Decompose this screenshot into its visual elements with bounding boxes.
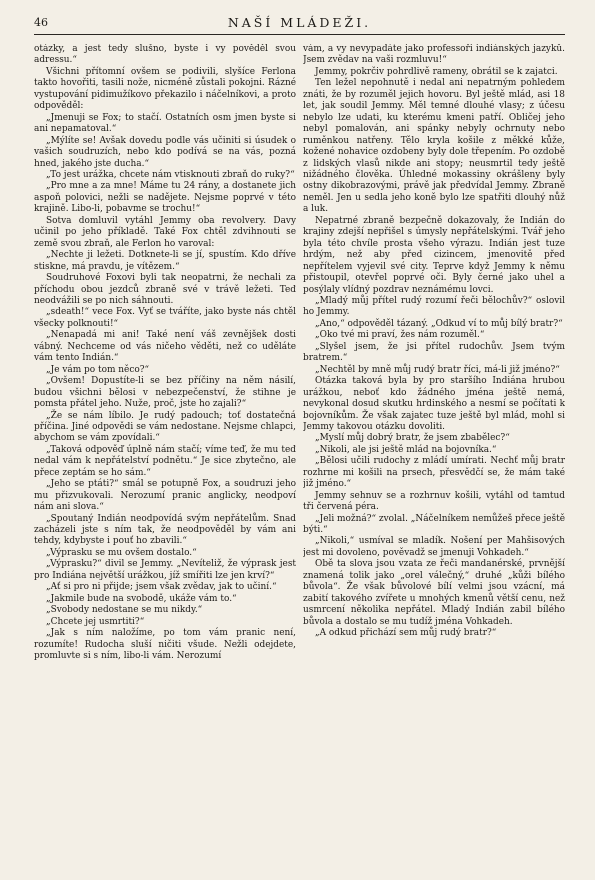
paragraph: „Nenapadá mi ani! Také není váš zevnějšek dosti vábný. Nechceme od vás ničeho věděti, než co uděláte vám tento Indián.“: [34, 330, 296, 364]
paragraph: „Je vám po tom něco?“: [46, 364, 150, 375]
paragraph: „Pro mne a za mne! Máme tu 24 rány, a dostanete jich aspoň polovici, nežli se nadějete. Nejsme poprvé v této krajině. Libo-li, pobavme se trochu!“: [34, 181, 296, 215]
paragraph: „Mýlíte se! Avšak dovedu podle vás učiniti si úsudek o vašich soudruzích, nebo kdo podívá se na vás, pozná hned, jakého jste ducha.“: [34, 135, 296, 169]
paragraph: „Nechtěl by mně můj rudý bratr říci, má-li již jméno?“: [315, 364, 560, 375]
paragraph: „A odkud přichází sem můj rudý bratr?“: [315, 628, 497, 639]
paragraph: „Svobody nedostane se mu nikdy.“: [46, 605, 203, 616]
paragraph: „Nikoli,“ usmíval se mladík. Nošení per Mahšisových jest mi dovoleno, pověvadž se jmenuji Vohkadeh.“: [303, 536, 565, 558]
paragraph: vám, a vy nevypadáte jako professoři indiánských jazyků. Jsem zvědav na vaši rozmluvu!“: [303, 44, 565, 66]
paragraph: „Oko tvé mi praví, žes nám rozuměl.“: [315, 330, 485, 341]
paragraph: „Bělosi učili rudochy z mládí umírati. Nechť můj bratr rozhrne mi košili na prsech, přesvědčí se, že mám také již jméno.“: [303, 456, 565, 490]
paragraph: „Ano,“ odpověděl tázaný. „Odkud ví to můj bílý bratr?“: [315, 318, 563, 329]
paragraph: otázky, a jest tedy slušno, byste i vy pověděl svou adressu.“: [34, 44, 296, 66]
paragraph: „Myslí můj dobrý bratr, že jsem zbabělec?“: [315, 433, 510, 444]
paragraph: Všichni přítomní ovšem se podivili, slyšíce Ferlona takto hovořiti, tasili nože, nicméně zůstali pokojni. Rázné vystupování pidimužíkovo překazilo i náčelníkovi, a proto odpověděl:: [34, 66, 296, 112]
paragraph: Obě ta slova jsou vzata ze řeči mandanérské, prvnější znamená tolik jako „orel válečný,“ druhé „kůži bílého bůvola“. Že však bůvolové bílí velmi jsou vzácní, má zabití takového zvířete u mnohých kmenů větší cenu, než usmrcení několika nepřátel. Mladý Indián zabil bílého bůvola a dostalo se mu tudíž jména Vohkadeh.: [303, 559, 565, 627]
paragraph: „Spoutaný Indián neodpovídá svým nepřátelům. Snad zacházeli jste s ním tak, že neodpověděl by vám ani tehdy, kdybyste i pouť ho zbavili.“: [34, 513, 296, 547]
paragraph: „Výprasku?“ divil se Jemmy. „Nevíteliž, že výprask jest pro Indiána největší urážkou, jíž smířiti lze jen krví?“: [34, 559, 296, 581]
paragraph: „Chcete jej usmrtiti?“: [46, 616, 145, 627]
paragraph: „Mladý můj přítel rudý rozumí řeči bělochův?“ oslovil ho Jemmy.: [303, 295, 565, 318]
paragraph: „Výprasku se mu ovšem dostalo.“: [46, 547, 197, 558]
paragraph: „Slyšel jsem, že jsi přítel rudochův. Jsem tvým bratrem.“: [303, 341, 565, 364]
paragraph: „Že se nám líbilo. Je rudý padouch; toť dostatečná příčina. Jiné odpovědi se vám nedostane. Nejsme chlapci, abychom se vám zpovídali.“: [34, 410, 296, 444]
paragraph: „To jest urážka, chcete nám vtisknouti zbraň do ruky?“: [46, 169, 295, 180]
paragraph: „Ovšem! Dopustíte-li se bez příčiny na něm násilí, budou všichni bělosi v nebezpečenství, že stihne je pomsta přátel jeho. Nuže, proč, jste ho zajali?“: [34, 376, 296, 410]
right-column: [303, 44, 565, 872]
paragraph: „sdeath!“ vece Fox. Vyť se tváříte, jako byste nás chtěl všecky polknouti!“: [34, 307, 296, 329]
page-number: 46: [34, 16, 48, 29]
page-header: [34, 14, 565, 35]
left-column: [34, 44, 296, 872]
paragraph: Sotva domluvil vytáhl Jemmy oba revolvery. Davy učinil po jeho příkladě. Také Fox chtěl zdvihnouti se země svou zbraň, ale Ferlon ho varoval:: [34, 215, 296, 249]
paragraph: Nepatrné zbraně bezpečně dokazovaly, že Indián do krajiny zdejší nepřišel s úmysly nepřátelskými. Tvář jeho byla této chvíle prosta všeho výrazu. Indián jest tuze hrdým, než aby před cizincem, jmenovitě před nepřítelem vyjevil své city. Teprve když Jemmy k němu přistoupil, otevřel poprvé oči. Byly černé jako uhel a posýlaly vlídný pozdrav neznámému lovci.: [303, 215, 565, 295]
paragraph: Jemmy sehnuv se a rozhrnuv košili, vytáhl od tamtud tři červená péra.: [303, 490, 565, 513]
paragraph: „Nechte ji ležeti. Dotknete-li se jí, spustím. Kdo dříve stiskne, má pravdu, je vítězem.“: [34, 250, 296, 272]
paragraph: „Jmenuji se Fox; to stačí. Ostatních osm jmen byste si ani nepamatoval.“: [34, 112, 296, 135]
paragraph: „Jeho se ptáti?“ smál se potupně Fox, a soudruzi jeho mu přizvukovali. Nerozumí pranic anglicky, neodpoví nám ani slova.“: [34, 479, 296, 513]
paragraph: Jemmy, pokrčiv pohrdlivě rameny, obrátil se k zajatci.: [315, 66, 558, 77]
paragraph: „Jakmile bude na svobodě, ukáže vám to.“: [46, 593, 237, 604]
paragraph: „Taková odpověď úplně nám stačí; víme teď, že mu teď nedal vám k nepřátelství podnětu.“ Je sice zbytečno, ale přece zeptám se ho sám.“: [34, 444, 296, 478]
paragraph: „Jeli možná?“ zvolal. „Náčelníkem nemůžeš přece ještě býti.“: [303, 513, 565, 536]
paragraph: „Ať si pro ni přijde; jsem však zvědav, jak to učiní.“: [46, 582, 277, 593]
paragraph: Soudruhové Foxovi byli tak neopatrni, že nechali za příchodu obou jezdců zbraně své v trávě ležeti. Teď neodvážili se po nich sáhnouti.: [34, 273, 296, 306]
paragraph: „Jak s ním naložíme, po tom vám pranic není, rozumíte! Rudocha sluší ničiti všude. Nežli odejdete, promluvte si s ním, libo-li vám. Nerozumí: [34, 628, 296, 662]
paragraph: Ten ležel nepohnutě i nedal ani nepatrným pohledem znáti, že by rozuměl jejich hovoru. Byl ještě mlád, asi 18 let, jak soudil Jemmy. Měl temné dlouhé vlasy; z účesu nebylo lze udati, ku kterému kmeni patří. Obličej jeho nebyl pomalován, ani spánky nebyly ochrnuty nebo ruměnkou natřeny. Tělo kryla košile z měkké kůže, kožené nohavice ozdobeny byly dole třepením. Po ozdobě z lidských vlasů nikde ani stopy; neusmrtil tedy ještě nižádného člověka. Úhledné mokassiny okrášleny byly ostny dikobrazovými, právě jak předvídal Jemmy. Zbraně neměl. Jen u sedla jeho koně bylo lze spatřiti dlouhý nůž a luk.: [303, 78, 565, 215]
paragraph: „Nikoli, ale jsi ještě mlád na bojovníka.“: [315, 444, 497, 455]
paragraph: Otázka taková byla by pro staršího Indiána hrubou urážkou, neboť kdo žádného jména ještě nemá, nevykonal dosud skutku hrdinského a nesmí se počítati k bojovníkům. Že však zajatec tuze ještě byl mlád, mohl si Jemmy takovou otázku dovoliti.: [303, 376, 565, 432]
running-title: NAŠÍ MLÁDEŽI.: [227, 15, 372, 30]
